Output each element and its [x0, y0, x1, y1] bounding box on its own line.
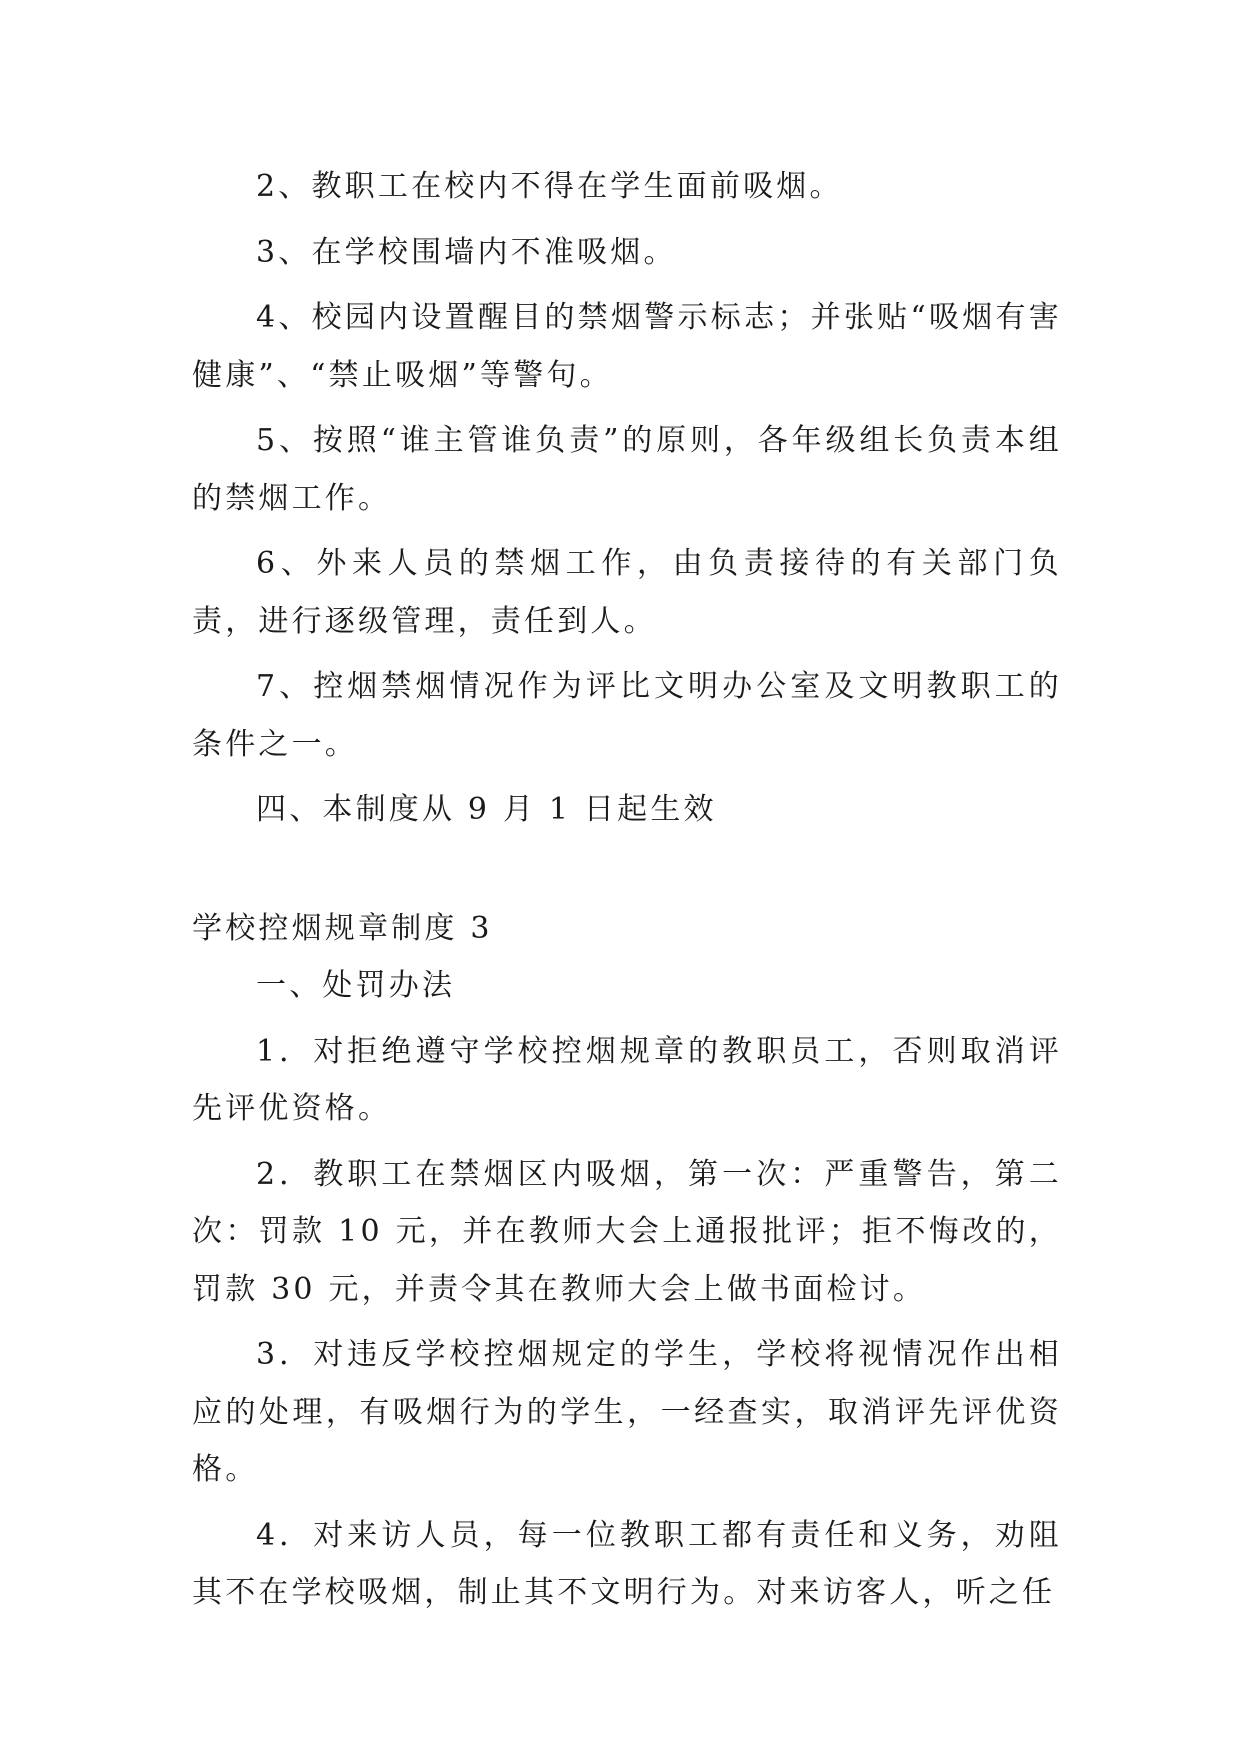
paragraph-penalty-heading: 一、处罚办法 — [256, 968, 456, 1003]
paragraph-rule-3: 3、在学校围墙内不准吸烟。 — [256, 234, 677, 270]
paragraph-effective-date: 四、本制度从 9 月 1 日起生效 — [256, 792, 717, 827]
paragraph-rule-5: 5、按照“谁主管谁负责”的原则，各年级组长负责本组的禁烟工作。 — [192, 423, 1062, 516]
paragraph-penalty-3: 3．对违反学校控烟规定的学生，学校将视情况作出相应的处理，有吸烟行为的学生，一经查实，取消评先评优资格。 — [192, 1337, 1062, 1487]
section-title: 学校控烟规章制度 3 — [192, 910, 493, 946]
paragraph-rule-7: 7、控烟禁烟情况作为评比文明办公室及文明教职工的条件之一。 — [192, 669, 1062, 762]
paragraph-rule-2: 2、教职工在校内不得在学生面前吸烟。 — [256, 169, 843, 204]
document-body — [192, 158, 1062, 1622]
paragraph-penalty-2: 2．教职工在禁烟区内吸烟，第一次：严重警告，第二次：罚款 10 元，并在教师大会上通报批评；拒不悔改的，罚款 30 元，并责令其在教师大会上做书面检讨。 — [192, 1156, 1062, 1307]
paragraph-penalty-4: 4．对来访人员，每一位教职工都有责任和义务，劝阻其不在学校吸烟，制止其不文明行为。对来访客人，听之任 — [192, 1517, 1062, 1610]
paragraph-penalty-1: 1．对拒绝遵守学校控烟规章的教职员工，否则取消评先评优资格。 — [192, 1033, 1062, 1126]
paragraph-rule-6: 6、外来人员的禁烟工作，由负责接待的有关部门负责，进行逐级管理，责任到人。 — [192, 546, 1062, 639]
paragraph-rule-4: 4、校园内设置醒目的禁烟警示标志；并张贴“吸烟有害健康”、“禁止吸烟”等警句。 — [192, 300, 1062, 393]
